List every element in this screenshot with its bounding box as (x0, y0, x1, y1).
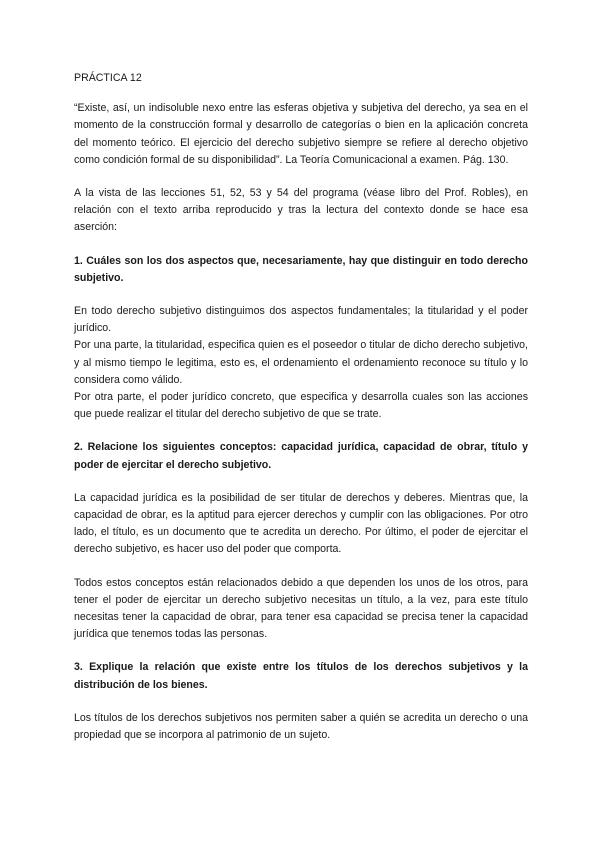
question-2-heading: 2. Relacione los siguientes conceptos: capacidad jurídica, capacidad de obrar, título y poder de ejercitar el derecho subjetivo. (74, 441, 528, 471)
intro-context: A la vista de las lecciones 51, 52, 53 y 54 del programa (véase libro del Prof. Robles), en relación con el texto arriba reproducido y tras la lectura del contexto donde se hace esa aserción: (74, 187, 528, 234)
answer-paragraph: En todo derecho subjetivo distinguimos dos aspectos fundamentales; la titularidad y el poder jurídico. (74, 305, 528, 335)
answer-paragraph: Todos estos conceptos están relacionados debido a que dependen los unos de los otros, para tener el poder de ejercitar un derecho subjetivo necesitas un título, a la vez, para este título necesitas tener la capacidad de obrar, para tener esa capacidad se precisa tener la capacidad jurídica que tenemos todas las personas. (74, 576, 528, 641)
document-content (74, 70, 528, 760)
answer-paragraph: La capacidad jurídica es la posibilidad de ser titular de derechos y deberes. Mientras que, la capacidad de obrar, es la aptitud para ejercer derechos y cumplir con las obligaciones. Por otro lado, el título, es un documento que te acredita un derecho. Por último, el poder de ejercitar el derecho subjetivo, es hacer uso del poder que comporta. (74, 491, 528, 556)
intro-quote: “Existe, así, un indisoluble nexo entre las esferas objetiva y subjetiva del derecho, ya sea en el momento de la construcción formal y desarrollo de categorías o bien en la aplicación concreta del momento teórico. El ejercicio del derecho subjetivo siempre se refiere al derecho objetivo como condición formal de su disponibilidad”. La Teoría Comunicacional a examen. Pág. 130. (74, 102, 528, 166)
question-1-answer (74, 303, 528, 423)
answer-paragraph: Los títulos de los derechos subjetivos nos permiten saber a quién se acredita un derecho o una propiedad que se incorpora al patrimonio de un sujeto. (74, 711, 528, 742)
question-3-heading: 3. Explique la relación que existe entre los títulos de los derechos subjetivos y la distribución de los bienes. (74, 661, 528, 691)
page-title: PRÁCTICA 12 (74, 72, 142, 84)
question-1-heading: 1. Cuáles son los dos aspectos que, necesariamente, hay que distinguir en todo derecho subjetivo. (74, 254, 528, 284)
answer-paragraph: Por otra parte, el poder jurídico concreto, que especifica y desarrolla cuales son las acciones que puede realizar el titular del derecho subjetivo de que se trate. (74, 391, 528, 421)
answer-paragraph: Por una parte, la titularidad, especifica quien es el poseedor o titular de dicho derecho subjetivo, y al mismo tiempo le legitima, esto es, el ordenamiento el ordenamiento reconoce su título y lo considera como válido. (74, 339, 528, 386)
